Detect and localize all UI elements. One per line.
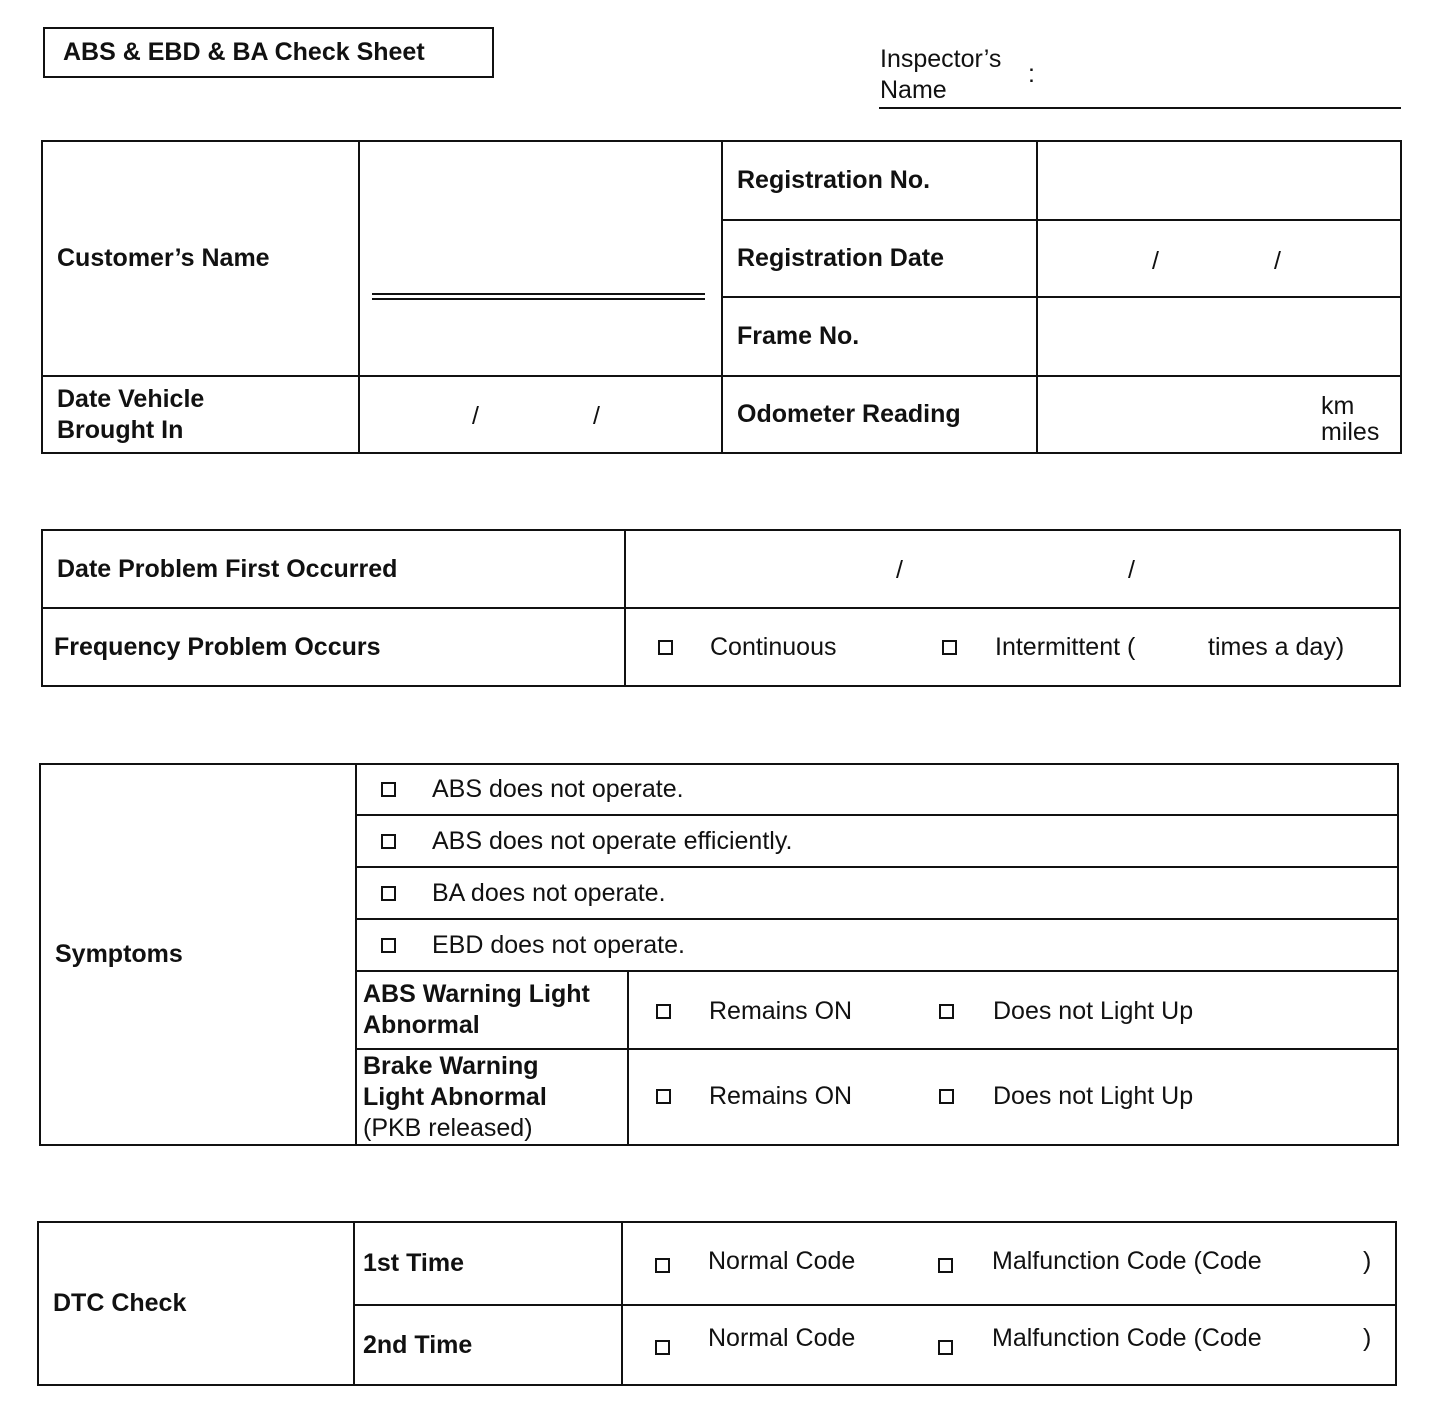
second-malfunction-close-paren: ) (1363, 1324, 1372, 1352)
first-occurred-slash-1: / (896, 556, 903, 584)
dtc-first-time-label: 1st Time (354, 1222, 622, 1305)
symptom-item (356, 815, 1398, 867)
dtc-second-time-label: 2nd Time (354, 1305, 622, 1385)
date-first-occurred-field[interactable] (625, 530, 1400, 608)
frequency-label: Frequency Problem Occurs (42, 608, 625, 686)
dtc-second-time-options (622, 1305, 1396, 1385)
registration-date-label: Registration Date (722, 220, 1037, 297)
vehicle-info-table (41, 140, 1402, 454)
abs-warning-light-options (628, 971, 1398, 1049)
symptom-checkbox[interactable] (381, 938, 396, 953)
second-normal-code-label: Normal Code (708, 1324, 856, 1352)
intermittent-checkbox[interactable] (942, 640, 957, 655)
symptom-item (356, 764, 1398, 815)
inspector-label-line2: Name (880, 76, 947, 104)
brake-warning-light-line2: Light Abnormal (363, 1082, 547, 1111)
first-occurred-slash-2: / (1128, 556, 1135, 584)
customer-name-label: Customer’s Name (42, 141, 359, 376)
first-normal-code-label: Normal Code (708, 1247, 856, 1275)
inspector-name-field[interactable] (879, 107, 1401, 109)
dtc-table (37, 1221, 1397, 1386)
problem-table (41, 529, 1401, 687)
symptom-checkbox[interactable] (381, 782, 396, 797)
frame-no-field[interactable] (1037, 297, 1401, 376)
frame-no-label: Frame No. (722, 297, 1037, 376)
brake-warning-light-line1: Brake Warning (363, 1051, 539, 1080)
first-malfunction-close-paren: ) (1363, 1247, 1372, 1275)
date-brought-in-label (42, 376, 359, 453)
abs-remains-on-label: Remains ON (709, 997, 853, 1025)
brake-warning-light-label (356, 1049, 628, 1145)
unit-km: km (1321, 392, 1355, 420)
brake-remains-on-checkbox[interactable] (656, 1089, 671, 1104)
second-normal-code-checkbox[interactable] (655, 1340, 670, 1355)
second-malfunction-code-checkbox[interactable] (938, 1340, 953, 1355)
registration-date-field[interactable] (1037, 220, 1401, 297)
inspector-label-line1: Inspector’s (880, 45, 1002, 73)
odometer-units (1321, 393, 1379, 445)
brake-warning-light-line3: (PKB released) (363, 1113, 533, 1142)
inspector-name-label (880, 44, 1001, 106)
symptom-text: ABS does not operate efficiently. (432, 826, 793, 855)
symptom-text: EBD does not operate. (432, 930, 685, 959)
brought-in-slash-2: / (593, 402, 600, 430)
abs-does-not-light-label: Does not Light Up (993, 997, 1194, 1025)
brought-in-slash-1: / (472, 402, 479, 430)
registration-no-label: Registration No. (722, 141, 1037, 220)
abs-does-not-light-checkbox[interactable] (939, 1004, 954, 1019)
customer-name-underline (372, 293, 705, 300)
first-malfunction-code-checkbox[interactable] (938, 1258, 953, 1273)
odometer-label: Odometer Reading (722, 376, 1037, 453)
reg-date-slash-2: / (1274, 247, 1281, 275)
continuous-checkbox[interactable] (658, 640, 673, 655)
date-brought-in-line2: Brought In (57, 415, 184, 444)
intermittent-label: Intermittent ( (995, 633, 1136, 661)
date-first-occurred-label: Date Problem First Occurred (42, 530, 625, 608)
brake-does-not-light-label: Does not Light Up (993, 1082, 1194, 1110)
brake-remains-on-label: Remains ON (709, 1082, 853, 1110)
abs-warning-light-line1: ABS Warning Light (363, 980, 590, 1008)
first-normal-code-checkbox[interactable] (655, 1258, 670, 1273)
abs-warning-light-label (356, 971, 628, 1049)
brake-warning-light-options (628, 1049, 1398, 1145)
brake-does-not-light-checkbox[interactable] (939, 1089, 954, 1104)
frequency-options (625, 608, 1400, 686)
symptom-checkbox[interactable] (381, 886, 396, 901)
symptom-item (356, 919, 1398, 971)
reg-date-slash-1: / (1152, 247, 1159, 275)
dtc-check-label: DTC Check (38, 1222, 354, 1385)
symptoms-label: Symptoms (40, 764, 356, 1145)
registration-no-field[interactable] (1037, 141, 1401, 220)
abs-remains-on-checkbox[interactable] (656, 1004, 671, 1019)
dtc-first-time-options (622, 1222, 1396, 1305)
customer-name-field[interactable] (359, 141, 722, 376)
continuous-label: Continuous (710, 633, 837, 661)
symptom-text: ABS does not operate. (432, 775, 684, 803)
first-malfunction-code-label: Malfunction Code (Code (992, 1247, 1262, 1275)
symptom-text: BA does not operate. (432, 878, 666, 907)
abs-warning-light-line2: Abnormal (363, 1011, 480, 1039)
second-malfunction-code-label: Malfunction Code (Code (992, 1324, 1262, 1352)
date-brought-in-field[interactable] (359, 376, 722, 453)
symptom-item (356, 867, 1398, 919)
times-a-day-label: times a day) (1208, 633, 1345, 661)
symptoms-table (39, 763, 1399, 1146)
inspector-colon: : (1028, 60, 1035, 88)
date-brought-in-line1: Date Vehicle (57, 384, 205, 413)
symptom-checkbox[interactable] (381, 834, 396, 849)
unit-miles: miles (1321, 418, 1380, 446)
form-title: ABS & EBD & BA Check Sheet (43, 27, 494, 78)
